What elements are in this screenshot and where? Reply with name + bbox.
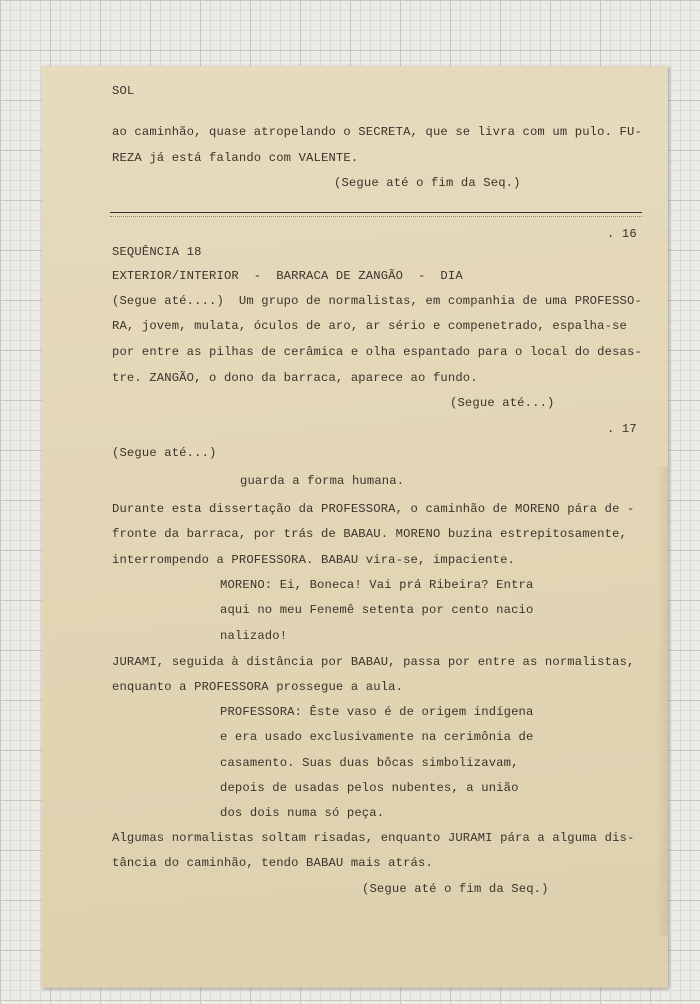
dialogue-line: casamento. Suas duas bôcas simbolizavam,	[220, 756, 519, 770]
text-line: ao caminhão, quase atropelando o SECRETA, que se livra com um pulo. FU-	[112, 125, 642, 139]
scene-heading: EXTERIOR/INTERIOR - BARRACA DE ZANGÃO - DIA	[112, 269, 463, 283]
text-line: interrompendo a PROFESSORA. BABAU vira-se, impaciente.	[112, 553, 516, 567]
dialogue-line: depois de usadas pelos nubentes, a união	[220, 781, 519, 795]
dialogue-line: e era usado exclusivamente na cerimônia de	[220, 730, 534, 744]
dialogue-line: dos dois numa só peça.	[220, 806, 385, 820]
section-divider-dotted	[110, 216, 642, 217]
scene-number: . 17	[607, 422, 637, 436]
scene-number: . 16	[607, 227, 637, 241]
text-line: por entre as pilhas de cerâmica e olha espantado para o local do desas-	[112, 345, 642, 359]
text-line: Durante esta dissertação da PROFESSORA, o caminhão de MORENO pára de -	[112, 502, 635, 516]
continue-note: (Segue até o fim da Seq.)	[362, 882, 549, 896]
continue-note: (Segue até o fim da Seq.)	[334, 176, 521, 190]
text-line: RA, jovem, mulata, óculos de aro, ar sério e compenetrado, espalha-se	[112, 319, 627, 333]
text-line: JURAMI, seguida à distância por BABAU, passa por entre as normalistas,	[112, 655, 635, 669]
text-line: (Segue até...)	[112, 446, 217, 460]
text-line: enquanto a PROFESSORA prossegue a aula.	[112, 680, 404, 694]
text-line: Algumas normalistas soltam risadas, enquanto JURAMI pára a alguma dis-	[112, 831, 635, 845]
text-line: tância do caminhão, tendo BABAU mais atrás.	[112, 856, 433, 870]
scene-title: SEQUÊNCIA 18	[112, 245, 202, 259]
dialogue-line: MORENO: Ei, Boneca! Vai prá Ribeira? Entra	[220, 578, 534, 592]
dialogue-line: nalizado!	[220, 629, 288, 643]
text-line: REZA já está falando com VALENTE.	[112, 151, 359, 165]
page-header: SOL	[112, 84, 135, 98]
typed-script-page	[42, 66, 668, 988]
dialogue-line: PROFESSORA: Êste vaso é de origem indígena	[220, 705, 534, 719]
continue-note: (Segue até...)	[450, 396, 555, 410]
text-line: guarda a forma humana.	[240, 474, 405, 488]
text-line: fronte da barraca, por trás de BABAU. MORENO buzina estrepitosamente,	[112, 527, 627, 541]
text-line: tre. ZANGÃO, o dono da barraca, aparece ao fundo.	[112, 371, 478, 385]
dialogue-line: aqui no meu Fenemê setenta por cento nacio	[220, 603, 534, 617]
section-divider	[110, 212, 642, 213]
text-line: (Segue até....) Um grupo de normalistas, em companhia de uma PROFESSO-	[112, 294, 642, 308]
